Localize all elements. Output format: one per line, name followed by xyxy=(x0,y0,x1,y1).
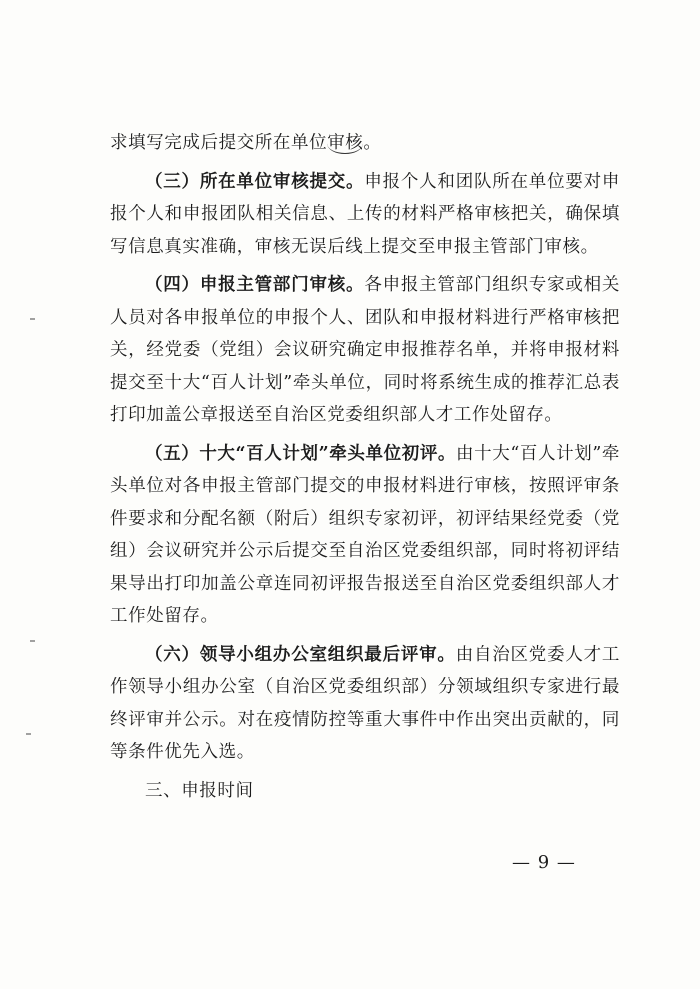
scan-speck xyxy=(30,318,35,320)
handwritten-underline-mark: 审核 xyxy=(327,133,364,153)
paragraph-text: 各申报主管部门组织专家或相关人员对各申报单位的申报个人、团队和申报材料进行严格审核把关，经党委（党组）会议研究确定申报推荐名单，并将申报材料提交至十大“百人计划”牵头单位，同时将系统生成的推荐汇总表打印加盖公章报送至自治区党委组织部人才工作处留存。 xyxy=(110,275,620,425)
paragraph-heading: （五）十大“百人计划”牵头单位初评。 xyxy=(145,443,457,464)
paragraph-final-review xyxy=(110,639,620,769)
paragraph-text: 申报个人和团队所在单位要对申报个人和申报团队相关信息、上传的材料严格审核把关，确保填写信息真实准确，审核无误后线上提交至申报主管部门审核。 xyxy=(110,171,620,257)
scan-speck xyxy=(26,733,31,735)
paragraph-heading: （三）所在单位审核提交。 xyxy=(145,171,365,192)
paragraph-review-submit xyxy=(110,166,620,264)
scan-speck xyxy=(30,640,35,642)
paragraph-continuation xyxy=(110,127,620,160)
document-body xyxy=(110,127,620,813)
paragraph-preliminary-review xyxy=(110,438,620,633)
paragraph-text: 由十大“百人计划”牵头单位对各申报主管部门提交的申报材料进行审核，按照评审条件要求和分配名额（附后）组织专家初评，初评结果经党委（党组）会议研究并公示后提交至自治区党委组织部，同时将初评结果导出打印加盖公章连同初评报告报送至自治区党委组织部人才工作处留存。 xyxy=(110,443,620,626)
paragraph-text-end: 。 xyxy=(363,133,382,153)
page-number: — 9 — xyxy=(512,852,576,873)
paragraph-heading: （六）领导小组办公室组织最后评审。 xyxy=(145,644,456,665)
paragraph-department-review xyxy=(110,269,620,432)
paragraph-text: 求填写完成后提交所在单位 xyxy=(110,133,328,153)
paragraph-heading: （四）申报主管部门审核。 xyxy=(145,275,365,295)
paragraph-text: 由自治区党委人才工作领导小组办公室（自治区党委组织部）分领域组织专家进行最终评审并公示。对在疫情防控等重大事件中作出突出贡献的，同等条件优先入选。 xyxy=(110,644,620,762)
section-title: 三、申报时间 xyxy=(145,780,254,801)
